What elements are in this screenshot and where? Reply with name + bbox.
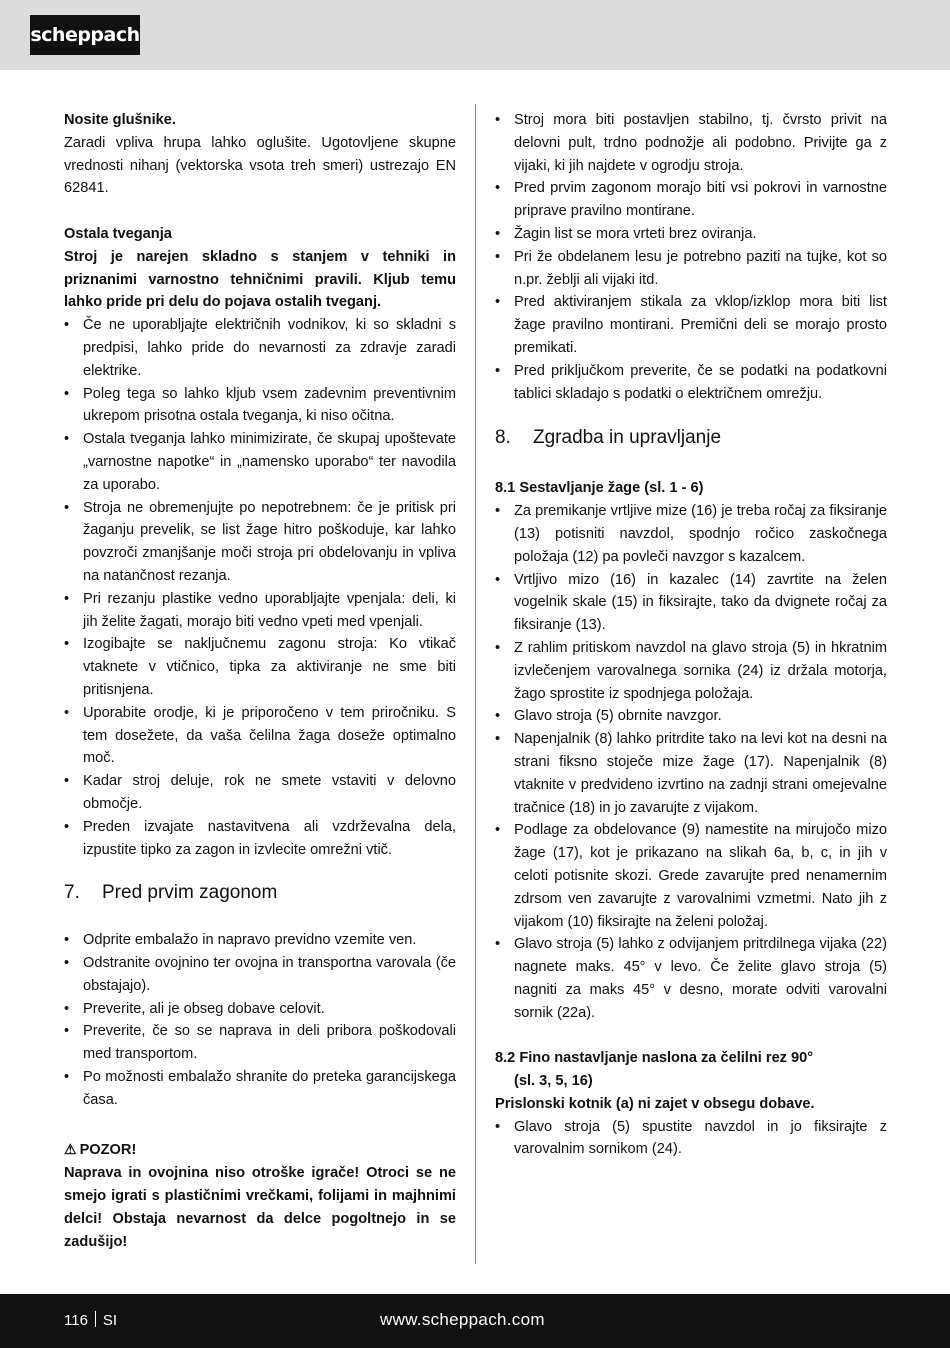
hearing-protection-text: Zaradi vpliva hrupa lahko oglušite. Ugotovljene skupne vrednosti nihanj (vektorska vsota treh smeri) ustrezajo EN 62841.: [64, 134, 456, 197]
page-footer: [0, 1294, 950, 1348]
residual-risks-title: Ostala tveganja: [64, 225, 172, 242]
section-7-heading: [64, 880, 456, 906]
language-code: SI: [102, 1312, 118, 1329]
list-item: • Podlage za obdelovance (9) namestite na mirujočo mizo žage (17), kot je prikazano na slikah 6a, b, c, in jih v celoti potisnite skozi. Grede zavarujte pred nenamernim zdrsom ven zavarujte z varovalnimi vzmetmi. Nato jih z vijakom (10) fiksirajte na želeni položaj.: [495, 819, 887, 933]
assembly-list: [495, 500, 887, 1024]
list-item: • Uporabite orodje, ki je priporočeno v tem priročniku. S tem dosežete, da vaša čelilna žaga doseže optimalno moč.: [64, 702, 456, 770]
website-link[interactable]: www.scheppach.com: [380, 1310, 545, 1329]
warning-label: POZOR!: [79, 1142, 137, 1159]
section-number: 8.: [495, 427, 511, 449]
list-item: • Glavo stroja (5) obrnite navzgor.: [495, 705, 887, 728]
section-title: Pred prvim zagonom: [102, 882, 278, 904]
subsection-8-2-note: Prislonski kotnik (a) ni zajet v obsegu dobave.: [495, 1095, 815, 1112]
list-item: • Kadar stroj deluje, rok ne smete vstaviti v delovno območje.: [64, 770, 456, 816]
list-item: • Z rahlim pritiskom navzdol na glavo stroja (5) in hkratnim izvlečenjem varovalnega sornika (24) iz držala motorja, žago sprostite iz spodnjega položaja.: [495, 637, 887, 705]
warning-title: [64, 1138, 456, 1162]
left-column: [64, 109, 456, 1253]
right-column: [495, 109, 887, 1161]
list-item: • Napenjalnik (8) lahko pritrdite tako na levi kot na desni na strani fiksno stoječe mize žage (17). Napenjalnik (8) vtaknite v predvideno izvrtino na zadnji strani omejevalne tračnice (18) in jo zavarujte z vijakom.: [495, 728, 887, 819]
list-item: • Preden izvajate nastavitvena ali vzdrževalna dela, izpustite tipko za zagon in izvlecite omrežni vtič.: [64, 816, 456, 862]
list-item: • Pri rezanju plastike vedno uporabljajte vpenjala: deli, ki jih želite žagati, morajo biti vedno vpeti med vpenjali.: [64, 588, 456, 634]
list-item: • Pred aktiviranjem stikala za vklop/izklop mora biti list žage pravilno montirani. Premični deli se morajo prosto premikati.: [495, 291, 887, 359]
list-item: • Preverite, ali je obseg dobave celovit.: [64, 998, 456, 1021]
list-item: • Vrtljivo mizo (16) in kazalec (14) zavrtite na želen vogelnik skale (15) in fiksirajte, tako da dvignete ročaj za fiksiranje (13).: [495, 569, 887, 637]
fine-adjust-list: [495, 1116, 887, 1162]
list-item: • Glavo stroja (5) spustite navzdol in jo fiksirajte z varovalnim sornikom (24).: [495, 1116, 887, 1162]
list-item: • Pred priključkom preverite, če se podatki na podatkovni tablici skladajo s podatki o električnem omrežju.: [495, 360, 887, 406]
list-item: • Stroj mora biti postavljen stabilno, tj. čvrsto privit na delovni pult, trdno podnožje ali podobno. Privijte ga z vijaki, ki jih najdete v ogrodju stroja.: [495, 109, 887, 177]
scheppach-logo: scheppach: [30, 15, 140, 55]
page-header: [0, 0, 950, 70]
list-item: • Odstranite ovojnino ter ovojna in transportna varovala (če obstajajo).: [64, 952, 456, 998]
column-divider: [475, 104, 476, 1264]
list-item: • Če ne uporabljajte električnih vodnikov, ki so skladni s predpisi, lahko pride do nevarnosti za zdravje zaradi elektrike.: [64, 314, 456, 382]
list-item: • Po možnosti embalažo shranite do preteka garancijskega časa.: [64, 1066, 456, 1112]
list-item: • Izogibajte se naključnemu zagonu stroja: Ko vtikač vtaknete v vtičnico, tipka za aktiviranje ne sme biti pritisnjena.: [64, 633, 456, 701]
section-number: 7.: [64, 882, 80, 904]
list-item: • Pred prvim zagonom morajo biti vsi pokrovi in varnostne priprave pravilno montirane.: [495, 177, 887, 223]
warning-icon: ⚠: [64, 1141, 77, 1158]
page-number: 116: [64, 1312, 88, 1329]
footer-separator: [95, 1311, 96, 1327]
subsection-8-2-title: 8.2 Fino nastavljanje naslona za čelilni rez 90°: [495, 1050, 814, 1067]
section-8-heading: [495, 425, 887, 451]
list-item: • Za premikanje vrtljive mize (16) je treba ročaj za fiksiranje (13) potisniti navzdol, spodnjo ročico zaskočnega položaja (12) pa povleči navzgor s kazalcem.: [495, 500, 887, 568]
list-item: • Ostala tveganja lahko minimizirate, če skupaj upoštevate „varnostne napotke“ in „namensko uporabo“ ter navodila za uporabo.: [64, 428, 456, 496]
warning-text: Naprava in ovojnina niso otroške igrače! Otroci se ne smejo igrati s plastičnimi vrečkami, folijami in majhnimi delci! Obstaja nevarnost da delce pogoltnejo in se zadušijo!: [64, 1165, 456, 1250]
list-item: • Stroja ne obremenjujte po nepotrebnem: če je pritisk pri žaganju prevelik, se list žage hitro poškoduje, kar lahko povzroči zmanjšanje moči stroja pri obdelovanju in vpliva na natančnost rezanja.: [64, 497, 456, 588]
hearing-protection-title: Nosite glušnike.: [64, 112, 176, 128]
list-item: • Žagin list se mora vrteti brez oviranja.: [495, 223, 887, 246]
residual-risks-list: [64, 314, 456, 861]
residual-risks-intro: Stroj je narejen skladno s stanjem v tehniki in priznanimi varnostno tehničnimi pravili. Kljub temu lahko pride pri delu do pojava ostalih tveganj.: [64, 248, 456, 311]
setup-list: [495, 109, 887, 405]
list-item: • Pri že obdelanem lesu je potrebno paziti na tujke, kot so n.pr. žeblji ali vijaki itd.: [495, 246, 887, 292]
list-item: • Poleg tega so lahko kljub vsem zadevnim preventivnim ukrepom prisotna ostala tveganja, ki niso očitna.: [64, 383, 456, 429]
subsection-8-1-title: 8.1 Sestavljanje žage (sl. 1 - 6): [495, 480, 704, 497]
section-title: Zgradba in upravljanje: [533, 427, 722, 449]
list-item: • Glavo stroja (5) lahko z odvijanjem pritrdilnega vijaka (22) nagnete maks. 45° v levo. Če želite glavo stroja (5) nagniti za maks 45° v desno, morate odviti varovalni sornik (22a).: [495, 933, 887, 1024]
subsection-8-2-figures: (sl. 3, 5, 16): [514, 1073, 593, 1090]
first-start-list: [64, 929, 456, 1111]
list-item: • Odprite embalažo in napravo previdno vzemite ven.: [64, 929, 456, 952]
list-item: • Preverite, če so se naprava in deli pribora poškodovali med transportom.: [64, 1020, 456, 1066]
page-number-block: [64, 1310, 117, 1332]
